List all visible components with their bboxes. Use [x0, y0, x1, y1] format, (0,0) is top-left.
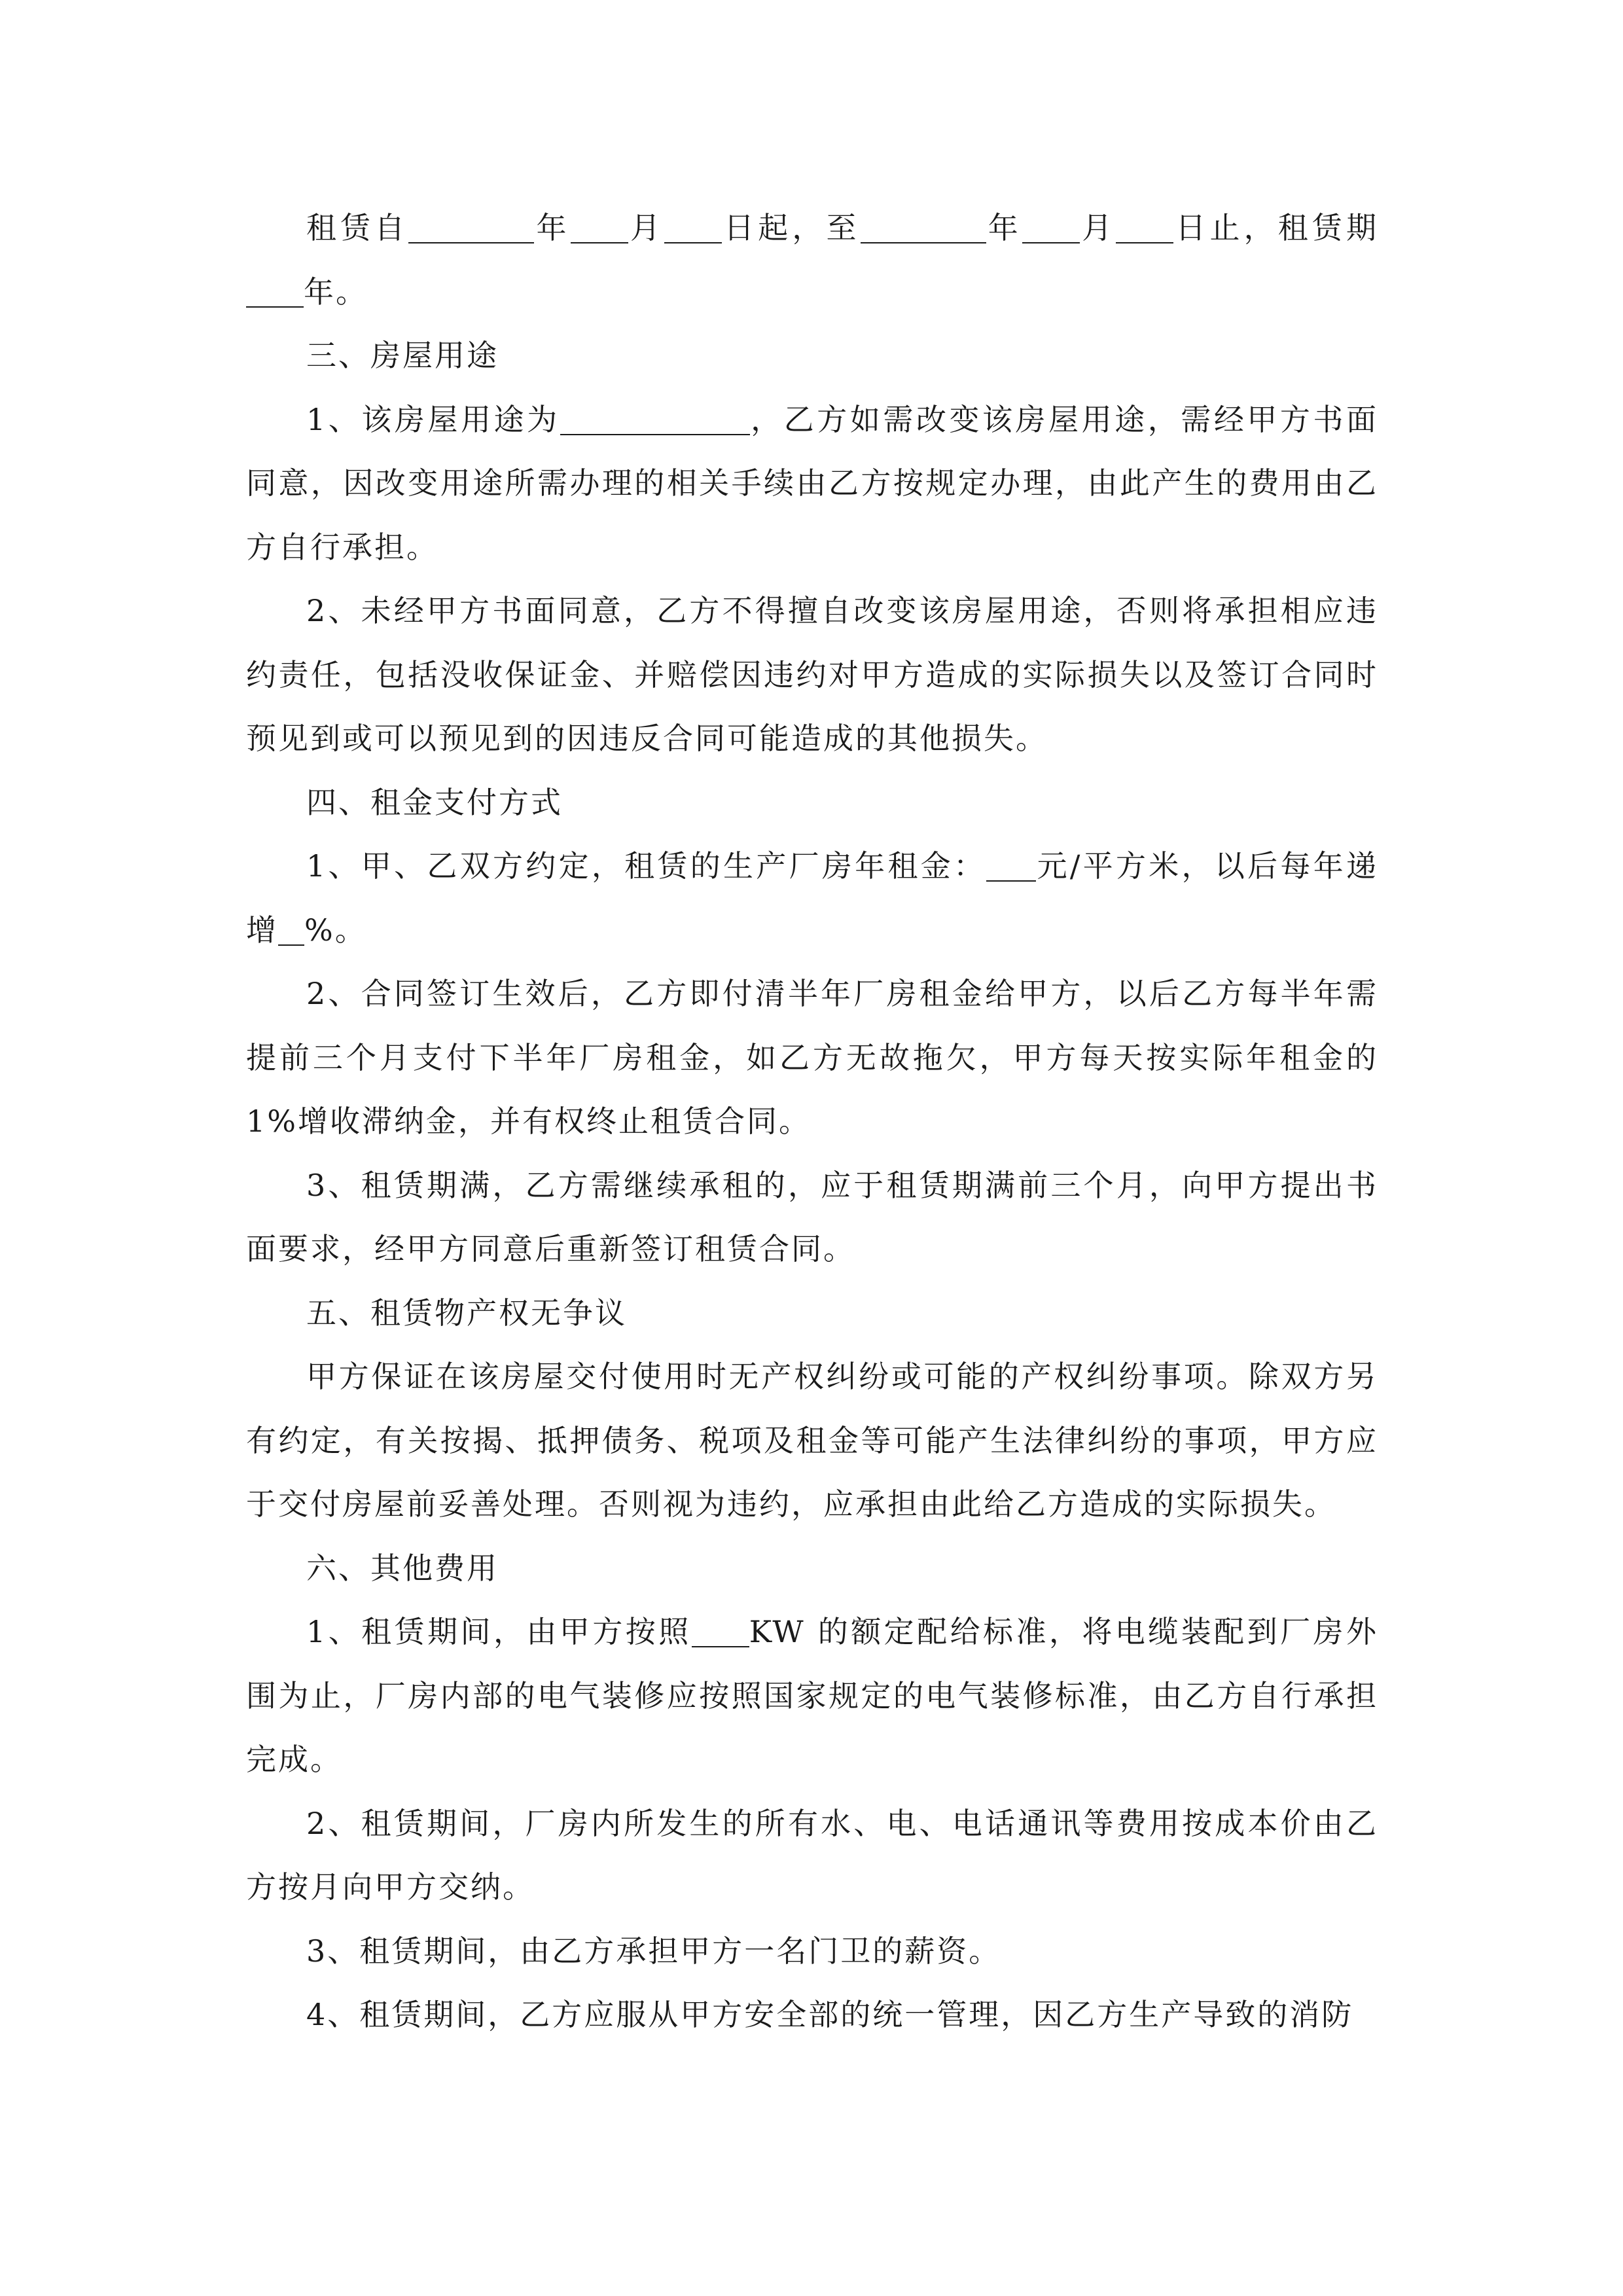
text-span: 日起，至: [721, 210, 861, 245]
text-span: 月: [628, 210, 664, 245]
blank-line: [664, 203, 722, 243]
text-span: 1、甲、乙双方约定，租赁的生产厂房年租金：: [306, 848, 987, 884]
blank-line: [571, 203, 628, 243]
blank-line: [1116, 203, 1173, 243]
clause-paragraph: 3、租赁期满，乙方需继续承租的，应于租赁期满前三个月，向甲方提出书面要求，经甲方同意后重新签订租赁合同。: [246, 1167, 1378, 1266]
section-heading: 四、租金支付方式: [306, 784, 563, 820]
text-span: 1、租赁期间，由甲方按照: [306, 1614, 692, 1649]
text-span: 年: [534, 210, 571, 245]
text-span: 元/平方米，以后每年递增: [246, 848, 1378, 948]
text-span: 年。: [304, 274, 368, 310]
blank-line: [692, 1607, 749, 1647]
section-heading: 六、其他费用: [306, 1550, 499, 1586]
lease-term-paragraph: [246, 196, 1378, 324]
clause-paragraph: 3、租赁期间，由乙方承担甲方一名门卫的薪资。: [306, 1933, 1001, 1969]
blank-line: [1022, 203, 1080, 243]
clause-paragraph: 2、租赁期间，厂房内所发生的所有水、电、电话通讯等费用按成本价由乙方按月向甲方交纳。: [246, 1805, 1378, 1905]
text-span: 月: [1079, 210, 1116, 245]
text-span: 年: [986, 210, 1022, 245]
blank-line: [560, 395, 750, 435]
blank-line: [278, 905, 304, 946]
clause-paragraph: 2、合同签订生效后，乙方即付清半年厂房租金给甲方，以后乙方每半年需提前三个月支付下半年厂房租金，如乙方无故拖欠，甲方每天按实际年租金的 1%增收滞纳金，并有权终止租赁合同。: [246, 976, 1378, 1139]
blank-line: [861, 203, 986, 243]
text-span: 租赁自: [306, 210, 409, 245]
clause-paragraph: 4、租赁期间，乙方应服从甲方安全部的统一管理，因乙方生产导致的消防: [306, 1997, 1354, 2032]
text-span: ，乙方如需改变该房屋用途，需经甲方书面同意，因改变用途所需办理的相关手续由乙方按规定办理，由此产生的费用由乙方自行承担。: [246, 401, 1378, 565]
blank-line: [246, 267, 304, 308]
section-heading: 五、租赁物产权无争议: [306, 1295, 627, 1331]
clause-paragraph: 甲方保证在该房屋交付使用时无产权纠纷或可能的产权纠纷事项。除双方另有约定，有关按揭、抵押债务、税项及租金等可能产生法律纠纷的事项，甲方应于交付房屋前妥善处理。否则视为违约，应承担由此给乙方造成的实际损失。: [246, 1359, 1378, 1522]
blank-line: [408, 203, 534, 243]
text-span: 日止，租赁期: [1173, 210, 1379, 245]
text-span: KW 的额定配给标准，将电缆装配到厂房外围为止，厂房内部的电气装修应按照国家规定的电气装修标准，由乙方自行承担完成。: [246, 1614, 1378, 1777]
text-span: %。: [304, 912, 367, 948]
clause-paragraph: [246, 1600, 1378, 1792]
blank-line: [986, 841, 1036, 882]
document-body: [246, 196, 1378, 2047]
clause-paragraph: [246, 834, 1378, 962]
clause-paragraph: [246, 388, 1378, 580]
clause-paragraph: 2、未经甲方书面同意，乙方不得擅自改变该房屋用途，否则将承担相应违约责任，包括没收保证金、并赔偿因违约对甲方造成的实际损失以及签订合同时预见到或可以预见到的因违反合同可能造成的其他损失。: [246, 593, 1378, 756]
text-span: 1、该房屋用途为: [306, 401, 560, 437]
section-heading: 三、房屋用途: [306, 338, 499, 373]
